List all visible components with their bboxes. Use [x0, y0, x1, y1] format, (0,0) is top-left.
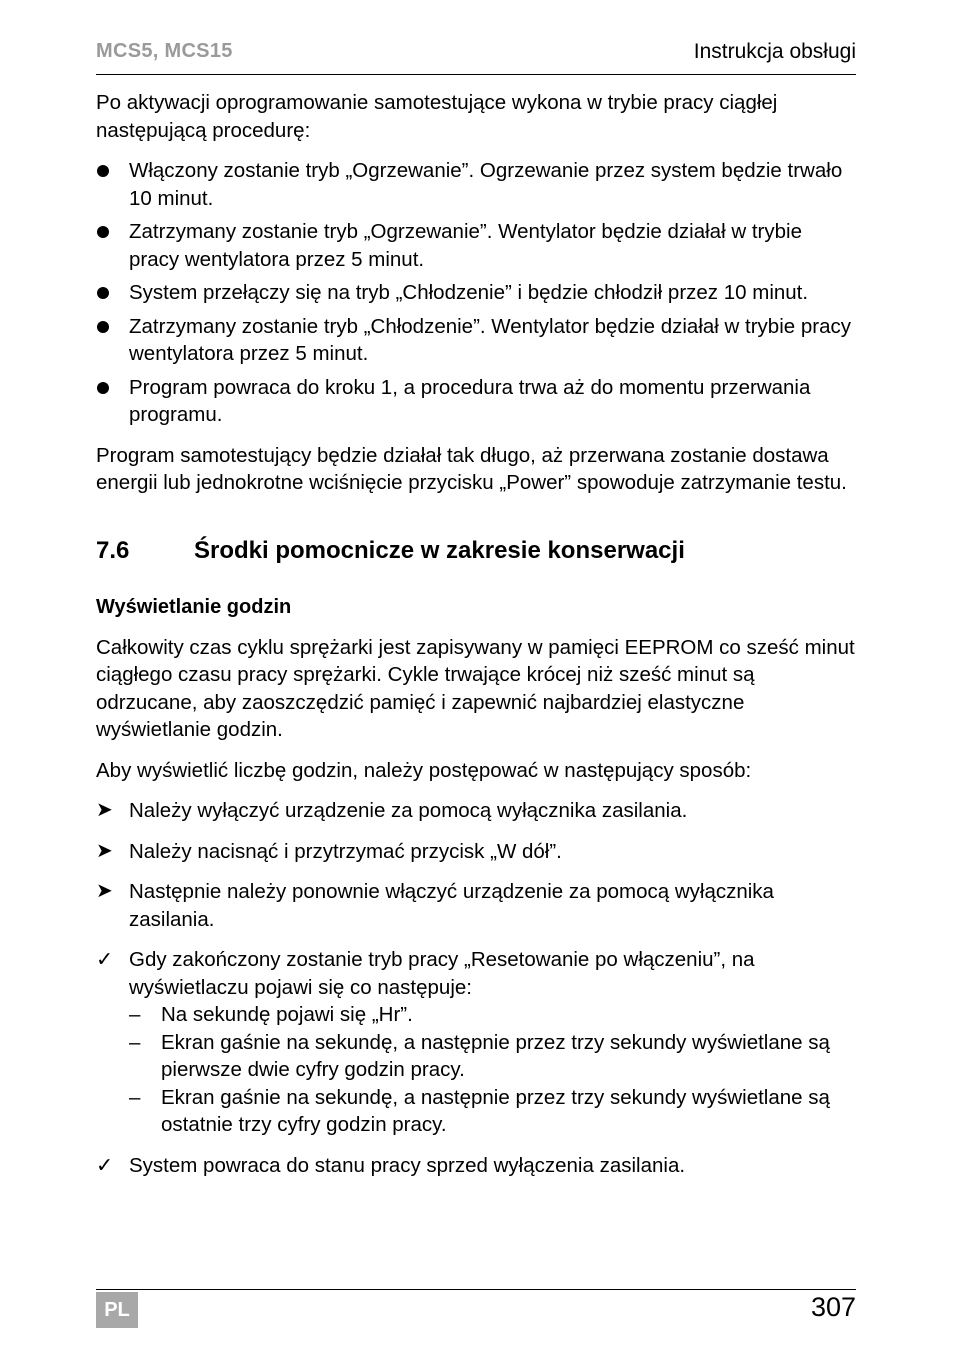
- page-number: 307: [810, 1292, 856, 1322]
- list-item-text: Włączony zostanie tryb „Ogrzewanie”. Ogrzewanie przez system będzie trwało 10 minut.: [129, 159, 843, 210]
- step-item: [96, 838, 856, 866]
- list-item-text: Program powraca do kroku 1, a procedura trwa aż do momentu przerwania programu.: [129, 375, 811, 426]
- intro-paragraph: Po aktywacji oprogramowanie samotestujące wykona w trybie pracy ciągłej następującą procedurę:: [96, 91, 778, 142]
- sub-item-text: Ekran gaśnie na sekundę, a następnie przez trzy sekundy wyświetlane są pierwsze dwie cyfry godzin pracy.: [161, 1030, 830, 1081]
- arrow-icon: ➤: [96, 880, 113, 902]
- footer-divider: [96, 1289, 856, 1290]
- sub-item-text: Ekran gaśnie na sekundę, a następnie przez trzy sekundy wyświetlane są ostatnie trzy cyfry godzin pracy.: [161, 1085, 830, 1136]
- instructions-intro: Aby wyświetlić liczbę godzin, należy postępować w następujący sposób:: [96, 758, 752, 782]
- dash-icon: –: [129, 1085, 141, 1109]
- header-model: MCS5, MCS15: [96, 40, 233, 62]
- steps-list: [96, 797, 856, 1179]
- after-list-paragraph: Program samotestujący będzie działał tak długo, aż przerwana zostanie dostawa energii lub jednokrotne wciśnięcie przycisku „Power” spowoduje zatrzymanie testu.: [96, 443, 847, 494]
- display-sequence-list: [129, 1001, 856, 1139]
- list-item: [96, 218, 856, 273]
- result-text: System powraca do stanu pracy sprzed wyłączenia zasilania.: [129, 1153, 686, 1177]
- sub-item: [129, 1084, 856, 1139]
- list-item: [96, 279, 856, 307]
- step-text: Należy wyłączyć urządzenie za pomocą wyłącznika zasilania.: [129, 799, 688, 822]
- bullet-icon: [97, 226, 109, 238]
- list-item-text: Zatrzymany zostanie tryb „Ogrzewanie”. Wentylator będzie działał w trybie pracy wentylatora przez 5 minut.: [129, 220, 802, 271]
- hours-paragraph: Całkowity czas cyklu sprężarki jest zapisywany w pamięci EEPROM co sześć minut ciągłego czasu pracy sprężarki. Cykle trwające krócej niż sześć minut są odrzucane, aby zaoszczędzić pamięć i zapewnić najbardziej elastyczne wyświetlanie godzin.: [96, 635, 855, 741]
- language-badge: PL: [96, 1292, 138, 1328]
- section-title: Środki pomocnicze w zakresie konserwacji: [194, 536, 685, 564]
- list-item: [96, 374, 856, 429]
- check-icon: ✓: [96, 948, 114, 971]
- dash-icon: –: [129, 1003, 141, 1026]
- step-text: Należy nacisnąć i przytrzymać przycisk „W dół”.: [129, 839, 562, 863]
- list-item-text: System przełączy się na tryb „Chłodzenie” i będzie chłodził przez 10 minut.: [129, 281, 809, 304]
- list-item-text: Zatrzymany zostanie tryb „Chłodzenie”. Wentylator będzie działał w trybie pracy wentylatora przez 5 minut.: [129, 314, 851, 365]
- bullet-icon: [97, 321, 109, 333]
- step-text: Następnie należy ponownie włączyć urządzenie za pomocą wyłącznika zasilania.: [129, 880, 774, 931]
- procedure-list: [96, 157, 856, 429]
- arrow-icon: ➤: [96, 799, 113, 821]
- result-item: [96, 946, 856, 1139]
- list-item: [96, 157, 856, 212]
- bullet-icon: [97, 287, 109, 299]
- result-item: [96, 1152, 856, 1180]
- sub-item: [129, 1029, 856, 1084]
- section-heading: [96, 537, 856, 565]
- bullet-icon: [97, 382, 109, 394]
- arrow-icon: ➤: [96, 839, 113, 862]
- subheading: Wyświetlanie godzin: [96, 596, 292, 618]
- step-item: [96, 878, 856, 933]
- header-divider: [96, 74, 856, 75]
- sub-item: [129, 1001, 856, 1029]
- check-icon: ✓: [96, 1153, 114, 1177]
- header-title: Instrukcja obsługi: [693, 40, 856, 63]
- sub-item-text: Na sekundę pojawi się „Hr”.: [161, 1003, 413, 1026]
- bullet-icon: [97, 165, 109, 177]
- list-item: [96, 313, 856, 368]
- step-item: [96, 797, 856, 825]
- dash-icon: –: [129, 1030, 141, 1054]
- page-content: [96, 89, 856, 1185]
- section-number: 7.6: [96, 536, 130, 564]
- result-text: Gdy zakończony zostanie tryb pracy „Resetowanie po włączeniu”, na wyświetlaczu pojawi się co następuje:: [129, 948, 755, 999]
